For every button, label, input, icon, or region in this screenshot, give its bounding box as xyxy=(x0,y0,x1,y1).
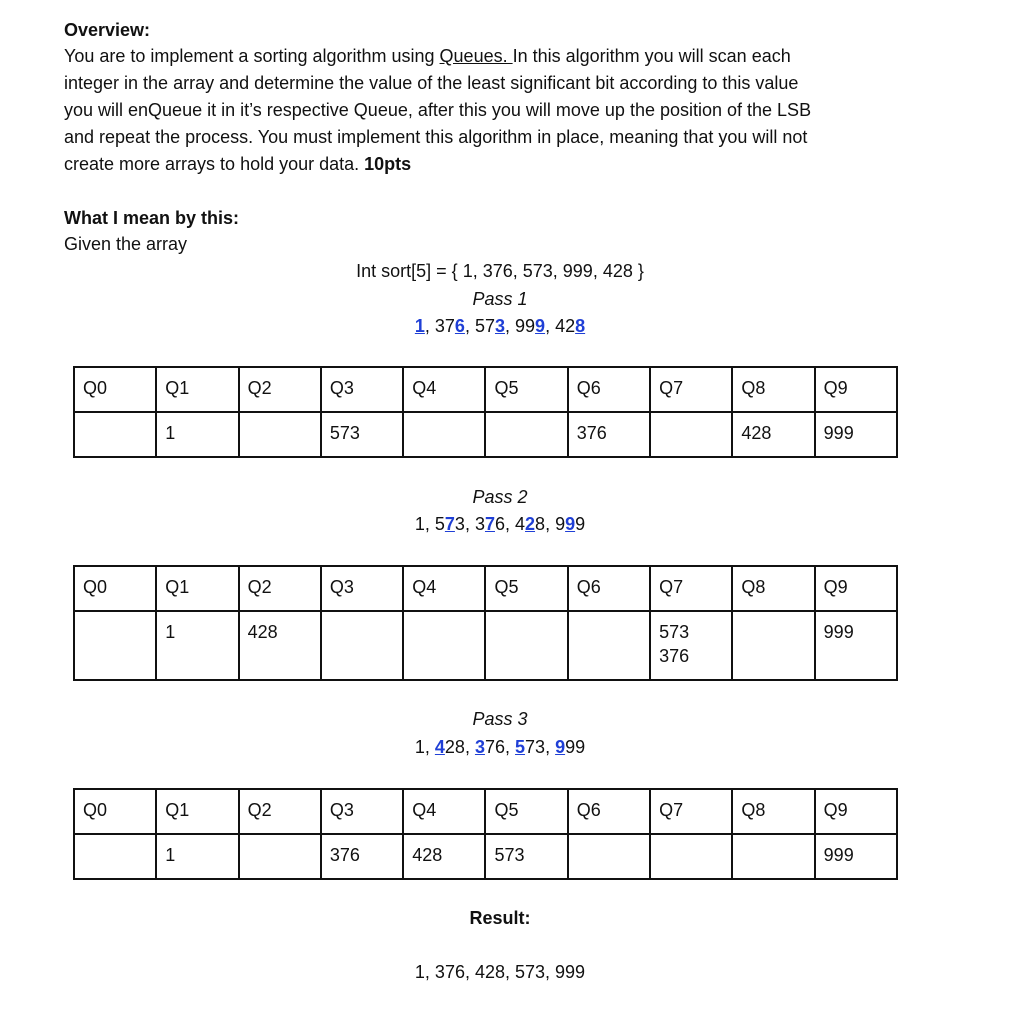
overview-line-4: and repeat the process. You must implement this algorithm in place, meaning that you will not xyxy=(64,127,808,147)
queue-value-cell xyxy=(732,611,814,680)
sequence-number xyxy=(555,316,585,336)
queue-value-row xyxy=(74,611,897,680)
digit-highlight: 3 xyxy=(494,316,505,336)
overview-line-1-end: In this algorithm you will scan each xyxy=(512,46,791,66)
digit-plain: 42 xyxy=(555,316,576,336)
queue-value-cell xyxy=(650,412,732,457)
pass-2-title: Pass 2 xyxy=(472,487,528,507)
queue-header-cell: Q4 xyxy=(403,566,485,611)
queues-link[interactable]: Queues. xyxy=(439,46,513,66)
queue-value-cell xyxy=(239,412,321,457)
separator: , xyxy=(545,316,556,336)
digit-highlight: 3 xyxy=(474,737,485,757)
digit-plain: 57 xyxy=(474,316,495,336)
queue-header-cell: Q5 xyxy=(485,789,567,834)
queue-value-cell xyxy=(74,834,156,879)
sequence-number xyxy=(415,514,425,534)
queue-header-cell: Q6 xyxy=(568,789,650,834)
digit-highlight: 2 xyxy=(525,514,536,534)
overview-heading: Overview: xyxy=(64,20,151,40)
queue-value-cell xyxy=(650,834,732,879)
queue-header-cell: Q3 xyxy=(321,566,403,611)
pass-2-queue-table xyxy=(73,565,898,681)
digit-plain: 6 xyxy=(494,514,505,534)
queue-value-cell xyxy=(403,611,485,680)
pass-1-queue-table xyxy=(73,366,898,458)
separator: , xyxy=(545,737,556,757)
separator: , xyxy=(505,514,516,534)
sequence-number xyxy=(415,316,425,336)
digit-plain: 37 xyxy=(434,316,455,336)
queue-header-cell: Q2 xyxy=(239,789,321,834)
digit-plain: 3 xyxy=(474,514,485,534)
separator: , xyxy=(545,514,556,534)
digit-highlight: 9 xyxy=(555,737,566,757)
overview-line-3: you will enQueue it in it’s respective Queue, after this you will move up the position of the LSB xyxy=(64,100,812,120)
queue-header-cell: Q9 xyxy=(815,789,897,834)
result-heading: Result: xyxy=(469,908,531,928)
digit-plain: 4 xyxy=(515,514,526,534)
separator: , xyxy=(424,737,435,757)
queue-header-cell: Q1 xyxy=(156,789,238,834)
digit-highlight: 4 xyxy=(434,737,445,757)
queue-header-row xyxy=(74,367,897,412)
digit-plain: 1 xyxy=(414,737,425,757)
queue-value-cell: 999 xyxy=(815,834,897,879)
queue-value-row xyxy=(74,412,897,457)
sequence-number xyxy=(555,737,585,757)
digit-highlight: 7 xyxy=(444,514,455,534)
queue-value-cell xyxy=(732,834,814,879)
queue-header-cell: Q1 xyxy=(156,566,238,611)
digit-plain: 8 xyxy=(535,514,546,534)
queue-header-cell: Q6 xyxy=(568,367,650,412)
digit-plain: 9 xyxy=(555,514,566,534)
queue-value-cell xyxy=(485,611,567,680)
queue-value-cell xyxy=(403,412,485,457)
queue-header-cell: Q5 xyxy=(485,367,567,412)
queue-value-row xyxy=(74,834,897,879)
digit-plain: 1 xyxy=(414,514,425,534)
overview-line-5-text: create more arrays to hold your data. xyxy=(64,154,365,174)
queue-value-cell: 573 xyxy=(321,412,403,457)
queue-header-cell: Q4 xyxy=(403,789,485,834)
separator: , xyxy=(464,737,475,757)
queue-header-cell: Q6 xyxy=(568,566,650,611)
queue-value-cell xyxy=(239,834,321,879)
queue-header-cell: Q9 xyxy=(815,566,897,611)
digit-highlight: 5 xyxy=(515,737,526,757)
queue-header-cell: Q8 xyxy=(732,789,814,834)
separator: , xyxy=(505,316,516,336)
queue-value-cell: 999 xyxy=(815,611,897,680)
queue-header-cell: Q1 xyxy=(156,367,238,412)
queue-header-cell: Q5 xyxy=(485,566,567,611)
overview-line-5 xyxy=(64,151,411,178)
overview-line-2: integer in the array and determine the value of the least significant bit according to this value xyxy=(64,73,799,93)
digit-plain: 99 xyxy=(565,737,586,757)
queue-value-cell: 999 xyxy=(815,412,897,457)
pass-1-title: Pass 1 xyxy=(472,289,528,309)
queue-header-cell: Q3 xyxy=(321,789,403,834)
queue-header-cell: Q8 xyxy=(732,566,814,611)
digit-plain: 76 xyxy=(484,737,505,757)
queue-value-cell: 1 xyxy=(156,611,238,680)
digit-plain: 28 xyxy=(444,737,465,757)
digit-plain: 9 xyxy=(575,514,586,534)
queue-value-cell: 1 xyxy=(156,412,238,457)
sequence-number xyxy=(415,737,425,757)
separator: , xyxy=(424,514,435,534)
digit-highlight: 7 xyxy=(484,514,495,534)
queue-header-cell: Q0 xyxy=(74,367,156,412)
overview-line-1-start: You are to implement a sorting algorithm using xyxy=(64,46,440,66)
queue-value-cell: 428 xyxy=(239,611,321,680)
queue-header-cell: Q7 xyxy=(650,789,732,834)
given-array-label: Given the array xyxy=(64,234,188,254)
points-label: 10pts xyxy=(364,154,412,174)
queue-header-row xyxy=(74,789,897,834)
queue-value-cell: 428 xyxy=(732,412,814,457)
sequence-number xyxy=(435,514,465,534)
queue-value-cell xyxy=(74,412,156,457)
queue-header-row xyxy=(74,566,897,611)
separator: , xyxy=(505,737,516,757)
queue-header-cell: Q8 xyxy=(732,367,814,412)
queue-value-cell: 376 xyxy=(568,412,650,457)
separator: , xyxy=(464,514,475,534)
digit-highlight: 8 xyxy=(575,316,586,336)
digit-plain: 99 xyxy=(515,316,536,336)
queue-value-cell xyxy=(321,611,403,680)
queue-header-cell: Q7 xyxy=(650,566,732,611)
pass-3-queue-table xyxy=(73,788,898,880)
digit-plain: 73 xyxy=(525,737,546,757)
queue-value-cell xyxy=(74,611,156,680)
queue-value-cell xyxy=(568,611,650,680)
sequence-number xyxy=(515,737,545,757)
sequence-number xyxy=(435,316,465,336)
digit-plain: 5 xyxy=(434,514,445,534)
queue-header-cell: Q0 xyxy=(74,789,156,834)
sequence-number xyxy=(515,514,545,534)
queue-value-cell: 376 xyxy=(321,834,403,879)
queue-header-cell: Q2 xyxy=(239,367,321,412)
digit-highlight: 9 xyxy=(535,316,546,336)
pass-2-sequence xyxy=(0,514,1012,535)
queue-header-cell: Q2 xyxy=(239,566,321,611)
pass-3-title: Pass 3 xyxy=(472,709,528,729)
queue-value-cell: 428 xyxy=(403,834,485,879)
queue-header-cell: Q9 xyxy=(815,367,897,412)
separator: , xyxy=(464,316,475,336)
sequence-number xyxy=(515,316,545,336)
sequence-number xyxy=(555,514,585,534)
queue-header-cell: Q4 xyxy=(403,367,485,412)
separator: , xyxy=(424,316,435,336)
queue-value-cell: 573 376 xyxy=(650,611,732,680)
digit-highlight: 6 xyxy=(454,316,465,336)
pass-3-sequence xyxy=(0,737,1012,758)
pass-1-sequence xyxy=(0,316,1012,337)
queue-header-cell: Q3 xyxy=(321,367,403,412)
queue-value-cell xyxy=(485,412,567,457)
overview-line-1 xyxy=(64,43,791,70)
result-values: 1, 376, 428, 573, 999 xyxy=(414,962,586,982)
queue-header-cell: Q0 xyxy=(74,566,156,611)
sequence-number xyxy=(475,316,505,336)
sequence-number xyxy=(435,737,465,757)
digit-plain: 3 xyxy=(454,514,465,534)
sequence-number xyxy=(475,514,505,534)
meaning-heading: What I mean by this: xyxy=(64,208,240,228)
array-declaration: Int sort[5] = { 1, 376, 573, 999, 428 } xyxy=(356,261,644,281)
sequence-number xyxy=(475,737,505,757)
queue-value-cell xyxy=(568,834,650,879)
digit-highlight: 9 xyxy=(565,514,576,534)
queue-value-cell: 1 xyxy=(156,834,238,879)
digit-highlight: 1 xyxy=(414,316,425,336)
queue-header-cell: Q7 xyxy=(650,367,732,412)
queue-value-cell: 573 xyxy=(485,834,567,879)
